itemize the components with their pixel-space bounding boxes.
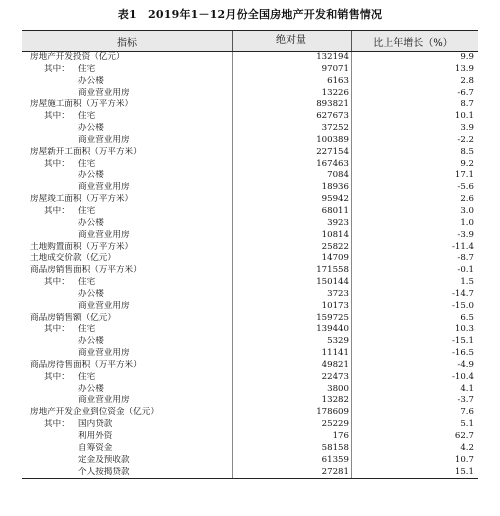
row-label: 住宅 xyxy=(78,111,96,122)
growth-cell: -8.7 xyxy=(457,253,474,264)
indicator-cell xyxy=(22,147,232,159)
row-label: 自筹资金 xyxy=(78,442,113,453)
table-row xyxy=(22,123,478,135)
indicator-cell xyxy=(22,336,232,348)
growth-cell: -6.7 xyxy=(457,87,474,98)
absolute-value-cell: 7084 xyxy=(232,170,352,182)
row-label: 办公楼 xyxy=(78,336,104,347)
row-label: 商品房待售面积（万平方米） xyxy=(30,359,142,370)
row-prefix: 其中： xyxy=(44,419,70,430)
indicator-cell xyxy=(22,289,232,301)
absolute-value-cell: 132194 xyxy=(232,52,352,64)
absolute-value-cell: 3800 xyxy=(232,384,352,396)
indicator-cell xyxy=(22,182,232,194)
row-label: 国内贷款 xyxy=(78,419,113,430)
table-row xyxy=(22,147,478,159)
absolute-value-cell: 68011 xyxy=(232,206,352,218)
header-absolute: 绝对量 xyxy=(232,31,352,51)
growth-cell: -10.4 xyxy=(451,371,474,382)
row-label: 房屋施工面积（万平方米） xyxy=(30,99,134,110)
indicator-cell xyxy=(22,301,232,313)
growth-cell: 2.8 xyxy=(460,75,474,86)
table-row xyxy=(22,336,478,348)
growth-cell: 62.7 xyxy=(454,431,474,441)
absolute-value-cell: 150144 xyxy=(232,277,352,289)
table-row xyxy=(22,218,478,230)
row-prefix: 其中： xyxy=(44,158,70,169)
row-label: 住宅 xyxy=(78,324,96,335)
absolute-value-cell: 10173 xyxy=(232,301,352,313)
absolute-value-cell: 13226 xyxy=(232,88,352,100)
table-row xyxy=(22,111,478,123)
absolute-value-cell: 3723 xyxy=(232,289,352,301)
indicator-cell xyxy=(22,111,232,123)
table-row xyxy=(22,170,478,182)
growth-cell: 3.0 xyxy=(460,205,474,216)
row-prefix: 其中： xyxy=(44,324,70,335)
table-row xyxy=(22,324,478,336)
growth-cell: 9.9 xyxy=(460,52,474,62)
row-label: 个人按揭贷款 xyxy=(78,466,130,477)
table-row xyxy=(22,277,478,289)
indicator-cell xyxy=(22,455,232,467)
row-prefix: 其中： xyxy=(44,205,70,216)
table-row xyxy=(22,265,478,277)
absolute-value-cell: 95942 xyxy=(232,194,352,206)
row-label: 住宅 xyxy=(78,277,96,288)
indicator-cell xyxy=(22,218,232,230)
indicator-cell xyxy=(22,313,232,325)
absolute-value-cell: 139440 xyxy=(232,324,352,336)
row-label: 办公楼 xyxy=(78,170,104,181)
indicator-cell xyxy=(22,242,232,254)
growth-cell: 1.5 xyxy=(460,277,474,288)
absolute-value-cell: 18936 xyxy=(232,182,352,194)
row-label: 住宅 xyxy=(78,158,96,169)
growth-cell: 4.2 xyxy=(460,442,474,453)
table-row xyxy=(22,419,478,431)
growth-cell: 10.3 xyxy=(454,324,474,335)
growth-cell: -15.1 xyxy=(451,336,474,347)
growth-cell: -16.5 xyxy=(451,348,474,359)
table-row xyxy=(22,88,478,100)
growth-cell: 1.0 xyxy=(460,217,474,228)
absolute-value-cell: 37252 xyxy=(232,123,352,135)
table-row xyxy=(22,182,478,194)
growth-cell: 8.7 xyxy=(460,99,474,110)
growth-cell: 10.7 xyxy=(454,454,474,465)
indicator-cell xyxy=(22,159,232,171)
absolute-value-cell: 171558 xyxy=(232,265,352,277)
absolute-value-cell: 159725 xyxy=(232,313,352,325)
absolute-value-cell: 11141 xyxy=(232,348,352,360)
row-label: 房屋竣工面积（万平方米） xyxy=(30,194,134,205)
absolute-value-cell: 25229 xyxy=(232,419,352,431)
row-prefix: 其中： xyxy=(44,277,70,288)
data-table xyxy=(22,30,478,479)
indicator-cell xyxy=(22,265,232,277)
absolute-value-cell: 27281 xyxy=(232,467,352,479)
row-label: 商业营业用房 xyxy=(78,229,130,240)
growth-cell: -11.4 xyxy=(451,241,474,252)
indicator-cell xyxy=(22,443,232,455)
row-label: 办公楼 xyxy=(78,217,104,228)
indicator-cell xyxy=(22,407,232,419)
row-prefix: 其中： xyxy=(44,371,70,382)
table-body xyxy=(22,52,478,478)
growth-cell: 5.1 xyxy=(460,419,474,430)
row-label: 商品房销售面积（万平方米） xyxy=(30,265,142,276)
header-indicator: 指标 xyxy=(117,37,137,49)
table-row xyxy=(22,242,478,254)
absolute-value-cell: 10814 xyxy=(232,230,352,242)
growth-cell: 8.5 xyxy=(460,146,474,157)
indicator-cell xyxy=(22,467,232,479)
absolute-value-cell: 6163 xyxy=(232,76,352,88)
indicator-cell xyxy=(22,64,232,76)
row-label: 房屋新开工面积（万平方米） xyxy=(30,146,142,157)
absolute-value-cell: 58158 xyxy=(232,443,352,455)
growth-cell: -3.9 xyxy=(457,229,474,240)
table-header xyxy=(22,31,478,52)
table-row xyxy=(22,253,478,265)
table-row xyxy=(22,76,478,88)
absolute-value-cell: 49821 xyxy=(232,360,352,372)
absolute-value-cell: 100389 xyxy=(232,135,352,147)
table-row xyxy=(22,467,478,479)
table-row xyxy=(22,206,478,218)
absolute-value-cell: 5329 xyxy=(232,336,352,348)
indicator-cell xyxy=(22,431,232,443)
growth-cell: -2.2 xyxy=(457,134,474,145)
indicator-cell xyxy=(22,170,232,182)
indicator-cell xyxy=(22,384,232,396)
row-label: 房地产开发企业到位资金（亿元） xyxy=(30,407,159,418)
row-label: 住宅 xyxy=(78,63,96,74)
indicator-cell xyxy=(22,360,232,372)
row-label: 办公楼 xyxy=(78,383,104,394)
absolute-value-cell: 893821 xyxy=(232,99,352,111)
row-label: 办公楼 xyxy=(78,75,104,86)
growth-cell: 4.1 xyxy=(460,383,474,394)
growth-cell: 13.9 xyxy=(454,63,474,74)
absolute-value-cell: 227154 xyxy=(232,147,352,159)
growth-cell: 7.6 xyxy=(460,407,474,418)
absolute-value-cell: 627673 xyxy=(232,111,352,123)
table-row xyxy=(22,407,478,419)
indicator-cell xyxy=(22,123,232,135)
absolute-value-cell: 176 xyxy=(232,431,352,443)
indicator-cell xyxy=(22,395,232,407)
table-row xyxy=(22,194,478,206)
indicator-cell xyxy=(22,135,232,147)
row-label: 商业营业用房 xyxy=(78,182,130,193)
table-row xyxy=(22,455,478,467)
table-row xyxy=(22,52,478,64)
row-label: 商业营业用房 xyxy=(78,87,130,98)
row-label: 土地购置面积（万平方米） xyxy=(30,241,134,252)
growth-cell: 6.5 xyxy=(460,312,474,323)
absolute-value-cell: 61359 xyxy=(232,455,352,467)
table-row xyxy=(22,301,478,313)
growth-cell: 9.2 xyxy=(460,158,474,169)
table-row xyxy=(22,289,478,301)
absolute-value-cell: 25822 xyxy=(232,242,352,254)
absolute-value-cell: 14709 xyxy=(232,253,352,265)
growth-cell: -5.6 xyxy=(457,182,474,193)
indicator-cell xyxy=(22,88,232,100)
growth-cell: -15.0 xyxy=(451,300,474,311)
indicator-cell xyxy=(22,348,232,360)
row-label: 商业营业用房 xyxy=(78,134,130,145)
table-row xyxy=(22,99,478,111)
table-row xyxy=(22,159,478,171)
table-row xyxy=(22,135,478,147)
growth-cell: -4.9 xyxy=(457,359,474,370)
growth-cell: 3.9 xyxy=(460,123,474,134)
row-label: 商业营业用房 xyxy=(78,395,130,406)
growth-cell: -3.7 xyxy=(457,395,474,406)
table-row xyxy=(22,230,478,242)
row-label: 定金及预收款 xyxy=(78,454,130,465)
row-prefix: 其中： xyxy=(44,111,70,122)
indicator-cell xyxy=(22,419,232,431)
table-row xyxy=(22,348,478,360)
indicator-cell xyxy=(22,206,232,218)
absolute-value-cell: 3923 xyxy=(232,218,352,230)
indicator-cell xyxy=(22,230,232,242)
table-row xyxy=(22,313,478,325)
header-growth: 比上年增长（%） xyxy=(373,37,453,49)
row-label: 办公楼 xyxy=(78,288,104,299)
row-prefix: 其中： xyxy=(44,63,70,74)
indicator-cell xyxy=(22,253,232,265)
table-row xyxy=(22,384,478,396)
table-row xyxy=(22,443,478,455)
absolute-value-cell: 167463 xyxy=(232,159,352,171)
row-label: 土地成交价款（亿元） xyxy=(30,253,116,264)
growth-cell: 17.1 xyxy=(454,170,474,181)
row-label: 住宅 xyxy=(78,205,96,216)
growth-cell: -14.7 xyxy=(451,288,474,299)
indicator-cell xyxy=(22,99,232,111)
row-label: 商业营业用房 xyxy=(78,300,130,311)
row-label: 商业营业用房 xyxy=(78,348,130,359)
growth-cell: 10.1 xyxy=(454,111,474,122)
table-row xyxy=(22,64,478,76)
row-label: 商品房销售额（亿元） xyxy=(30,312,116,323)
table-row xyxy=(22,360,478,372)
indicator-cell xyxy=(22,194,232,206)
absolute-value-cell: 13282 xyxy=(232,395,352,407)
growth-cell: 15.1 xyxy=(454,466,474,477)
absolute-value-cell: 97071 xyxy=(232,64,352,76)
indicator-cell xyxy=(22,324,232,336)
table-row xyxy=(22,431,478,443)
row-label: 住宅 xyxy=(78,371,96,382)
indicator-cell xyxy=(22,76,232,88)
indicator-cell xyxy=(22,277,232,289)
table-row xyxy=(22,372,478,384)
row-label: 房地产开发投资（亿元） xyxy=(30,52,125,62)
row-label: 办公楼 xyxy=(78,123,104,134)
absolute-value-cell: 178609 xyxy=(232,407,352,419)
table-row xyxy=(22,395,478,407)
indicator-cell xyxy=(22,372,232,384)
row-label: 利用外资 xyxy=(78,431,113,441)
table-title: 表1 2019年1－12月份全国房地产开发和销售情况 xyxy=(117,8,383,21)
growth-cell: -0.1 xyxy=(457,265,474,276)
absolute-value-cell: 22473 xyxy=(232,372,352,384)
growth-cell: 2.6 xyxy=(460,194,474,205)
indicator-cell xyxy=(22,52,232,64)
